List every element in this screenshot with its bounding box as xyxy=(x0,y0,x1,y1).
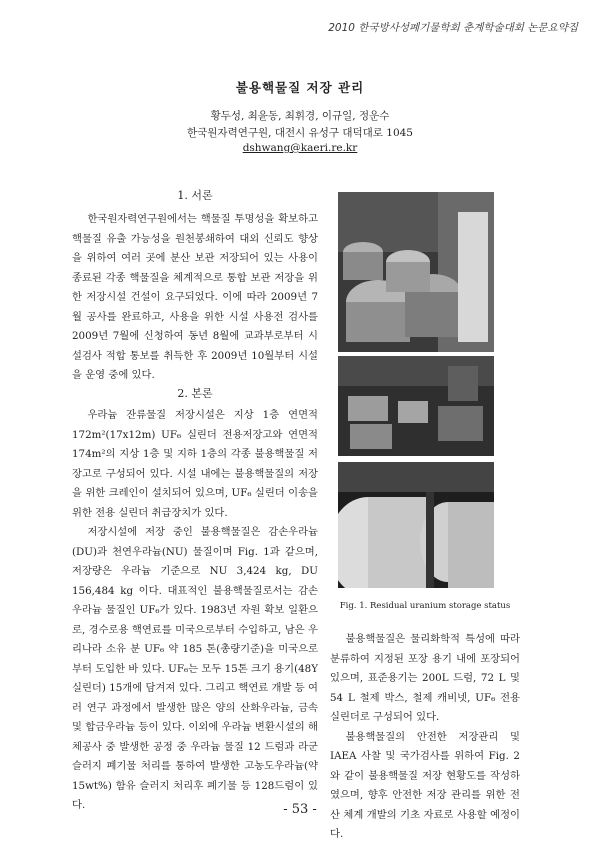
email-link[interactable]: dshwang@kaeri.re.kr xyxy=(242,142,358,154)
paragraph: 불용핵물질은 물리화학적 특성에 따라 분류하여 지정된 포장 용기 내에 포장되어 있으며, 표준용기는 200L 드럼, 72 L 및 54 L 철제 박스, 철제 캐비넷, UF₆ 전용 실린더로 구성되어 있다. xyxy=(330,633,520,723)
email xyxy=(0,142,600,154)
section-2-body xyxy=(72,406,318,816)
uf6-cylinder-photo xyxy=(338,462,494,588)
box-storage-photo xyxy=(338,356,494,456)
paragraph: 불용핵물질의 안전한 저장관리 및 IAEA 사찰 및 국가검사를 위하여 Fig. 2와 같이 불용핵물질 저장 현황도를 작성하였으며, 향후 안전한 저장 관리를 위한 전산 체계 개발의 기초 자료로 사용할 예정이다. xyxy=(330,730,520,840)
section-1-heading: 1. 서론 xyxy=(177,189,213,202)
paragraph: 한국원자력연구원에서는 핵물질 투명성을 확보하고 핵물질 유출 가능성을 원천봉쇄하여 대외 신뢰도 향상을 위하여 여러 곳에 분산 보관 저장되어 있는 사용이 종료된 각종 핵물질을 체계적으로 통합 보관 저장을 위한 저장시설 건설이 요구되었다. 이에 따라 2009년 7월 공사를 완료하고, 사용을 위한 시설 사용전 검사를 2009년 7월에 신청하여 동년 8월에 교과부로부터 시설검사 적합 통보를 취득한 후 2009년 10월부터 시설을 운영 중에 있다. xyxy=(72,213,318,381)
section-1-body xyxy=(72,210,318,386)
running-header: 2010 한국방사성폐기물학회 춘계학술대회 논문요약집 xyxy=(328,22,578,34)
paragraph: 우라늄 잔류물질 저장시설은 지상 1층 연면적 172m²(17x12m) UF₆ 실린더 전용저장고와 연면적 174m²의 지상 1층 및 지하 1층의 각종 불용핵물질 저장고로 구성되어 있다. 시설 내에는 불용핵물질의 저장을 위한 크레인이 설치되어 있으며, UF₆ 실린더 이송을 위한 전용 실린더 취급장치가 있다. xyxy=(72,409,318,519)
paper-title: 불용핵물질 저장 관리 xyxy=(235,80,365,95)
drum-storage-photo xyxy=(338,192,494,352)
section-2-heading: 2. 본론 xyxy=(177,387,213,400)
affiliation: 한국원자력연구원, 대전시 유성구 대덕대로 1045 xyxy=(187,127,413,139)
author-list: 황두성, 최윤동, 최휘경, 이규일, 정운수 xyxy=(210,110,390,122)
paragraph: 저장시설에 저장 중인 불용핵물질은 감손우라늄(DU)과 천연우라늄(NU) 물질이며 Fig. 1과 같으며, 저장량은 우라늄 기준으로 NU 3,424 kg, DU 156,484 kg 이다. 대표적인 불용핵물질로서는 감손 우라늄 물질인 UF₆가 있다. 1983년 자원 확보 일환으로, 경수로용 핵연료를 미국으로부터 수입하고, 남은 우리나라 소유 분 UF₆ 약 185 톤(총량기준)을 미국으로부터 도입한 바 있다. UF₆는 모두 15톤 크기 용기(48Y 실린더) 15개에 담겨져 있다. 그리고 핵연료 개발 등 여러 연구 과정에서 발생한 많은 양의 산화우라늄, 금속 및 합금우라늄 등이 있다. 이외에 우라늄 변환시설의 해체공사 중 발생한 공정 중 우라늄 물질 12 드럼과 라군슬러지 폐기물 처리를 통하여 발생한 고농도우라늄(약 15wt%) 함유 슬러지 처리후 폐기물 등 128드럼이 있다. xyxy=(72,526,318,811)
page-number: - 53 - xyxy=(283,802,317,817)
figure-caption: Fig. 1. Residual uranium storage status xyxy=(339,601,511,611)
